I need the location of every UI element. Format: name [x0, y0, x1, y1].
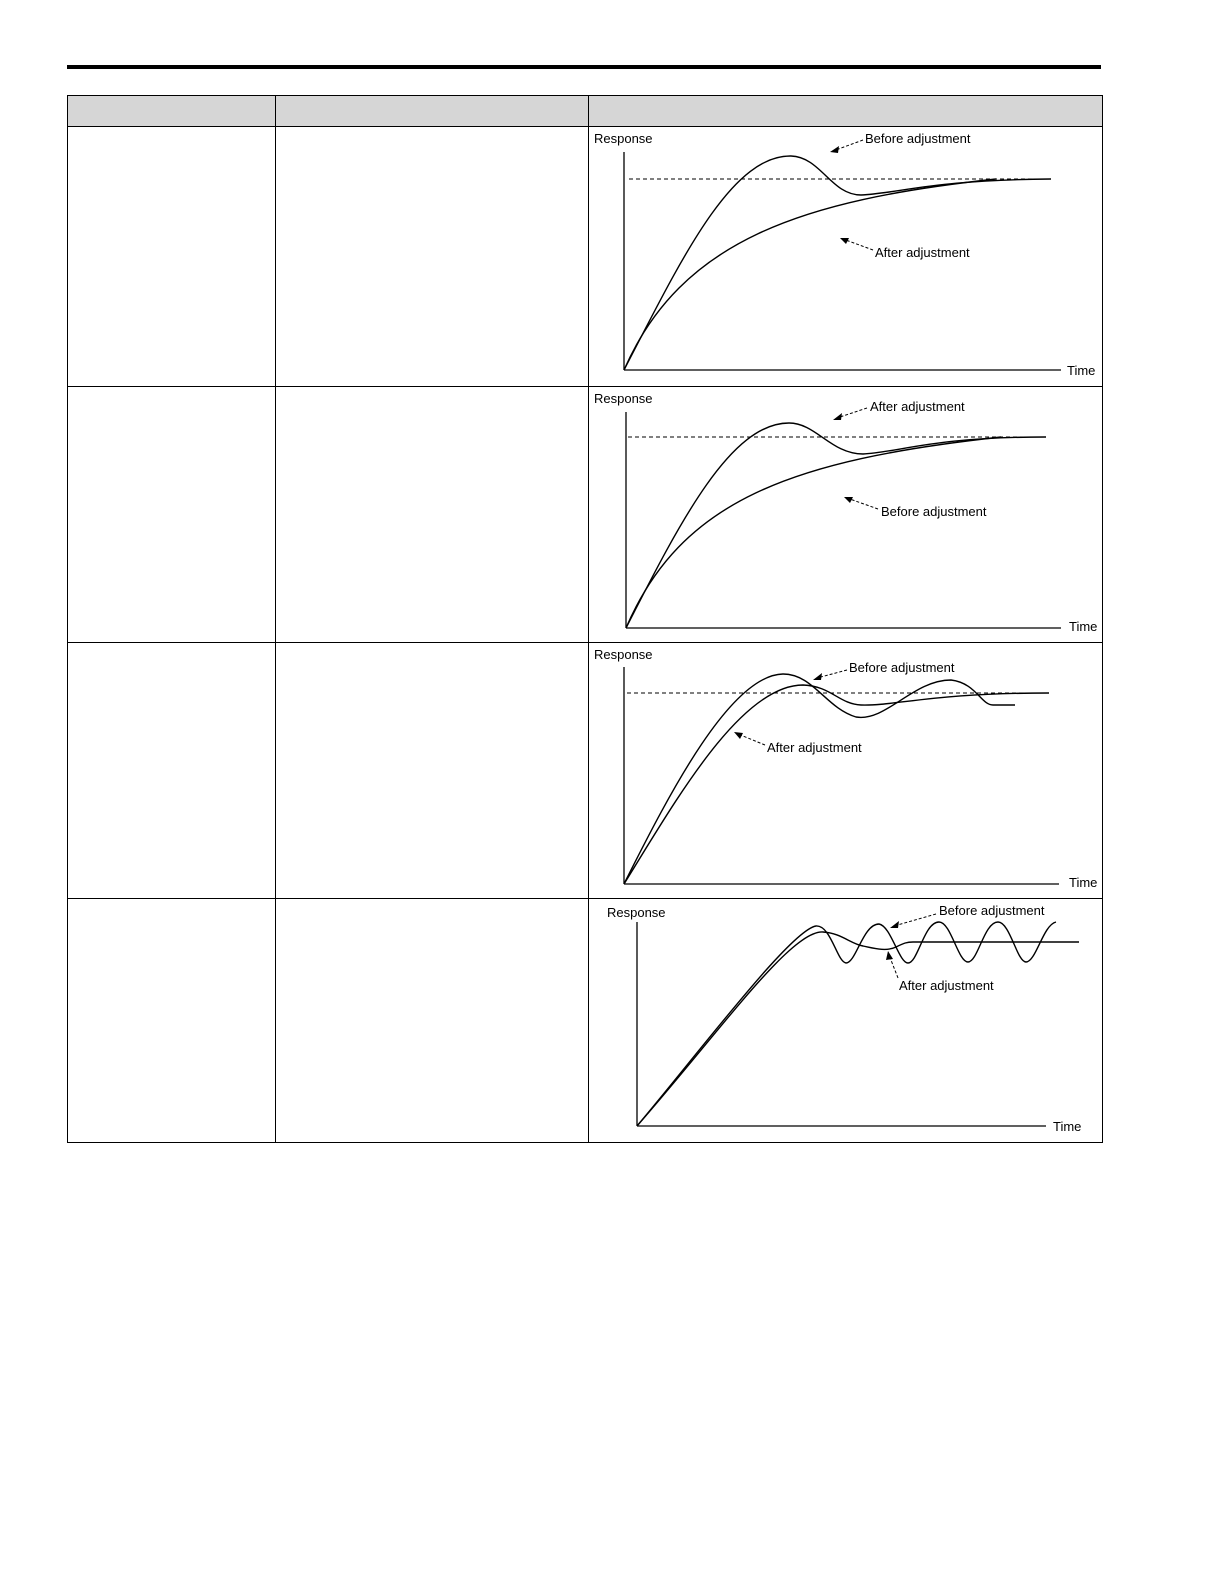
y-axis-label: Response [594, 647, 653, 662]
response-chart-4 [589, 899, 1101, 1141]
table-cell [276, 643, 589, 899]
curve-label-2: After adjustment [767, 740, 862, 755]
annotation-arrow [894, 914, 936, 926]
cell-text [68, 127, 275, 139]
table-cell [68, 899, 276, 1143]
cell-text [276, 387, 588, 399]
top-rule [67, 65, 1101, 69]
arrow-head [734, 732, 743, 739]
arrow-head [890, 921, 899, 928]
response-chart-3 [589, 643, 1101, 897]
cell-text [68, 899, 275, 911]
x-axis-label: Time [1053, 1119, 1082, 1134]
before-adjustment-curve [626, 437, 1001, 628]
curve-label-1: Before adjustment [849, 660, 955, 675]
before-adjustment-curve [624, 674, 1015, 884]
chart-cell [589, 643, 1103, 899]
after-adjustment-curve [624, 685, 1049, 884]
y-axis-label: Response [594, 391, 653, 406]
curve-label-1: Before adjustment [939, 903, 1045, 918]
before-adjustment-curve [637, 922, 1056, 1126]
response-chart-1 [589, 127, 1101, 385]
table-cell [276, 127, 589, 387]
response-chart-2 [589, 387, 1101, 641]
table-header-cell [589, 96, 1103, 127]
y-axis-label: Response [594, 131, 653, 146]
chart-cell [589, 899, 1103, 1143]
after-adjustment-curve [637, 932, 1079, 1126]
response-adjustment-table [67, 95, 1103, 1143]
table-row [68, 127, 1103, 387]
y-axis-label: Response [607, 905, 666, 920]
table-row [68, 387, 1103, 643]
table-row [68, 899, 1103, 1143]
table-header-cell [68, 96, 276, 127]
x-axis-label: Time [1069, 619, 1098, 634]
chart-cell [589, 127, 1103, 387]
table-cell [276, 899, 589, 1143]
curve-label-1: Before adjustment [865, 131, 971, 146]
table-header-row [68, 96, 1103, 127]
table-cell [68, 387, 276, 643]
after-adjustment-curve [624, 179, 996, 370]
curve-label-2: Before adjustment [881, 504, 987, 519]
cell-text [68, 387, 275, 399]
arrow-head [830, 146, 839, 153]
table-cell [276, 387, 589, 643]
arrow-head [886, 951, 893, 960]
arrow-head [813, 673, 822, 680]
arrow-head [833, 413, 842, 420]
curve-label-2: After adjustment [875, 245, 970, 260]
curve-label-1: After adjustment [870, 399, 965, 414]
x-axis-label: Time [1069, 875, 1098, 890]
chart-cell [589, 387, 1103, 643]
x-axis-label: Time [1067, 363, 1096, 378]
table-row [68, 643, 1103, 899]
annotation-arrow [738, 734, 765, 745]
before-adjustment-curve [624, 156, 1051, 370]
cell-text [276, 643, 588, 655]
cell-text [68, 643, 275, 655]
table-cell [68, 643, 276, 899]
after-adjustment-curve [626, 423, 1046, 628]
cell-text [276, 127, 588, 139]
curve-label-2: After adjustment [899, 978, 994, 993]
table-cell [68, 127, 276, 387]
cell-text [276, 899, 588, 911]
table-header-cell [276, 96, 589, 127]
